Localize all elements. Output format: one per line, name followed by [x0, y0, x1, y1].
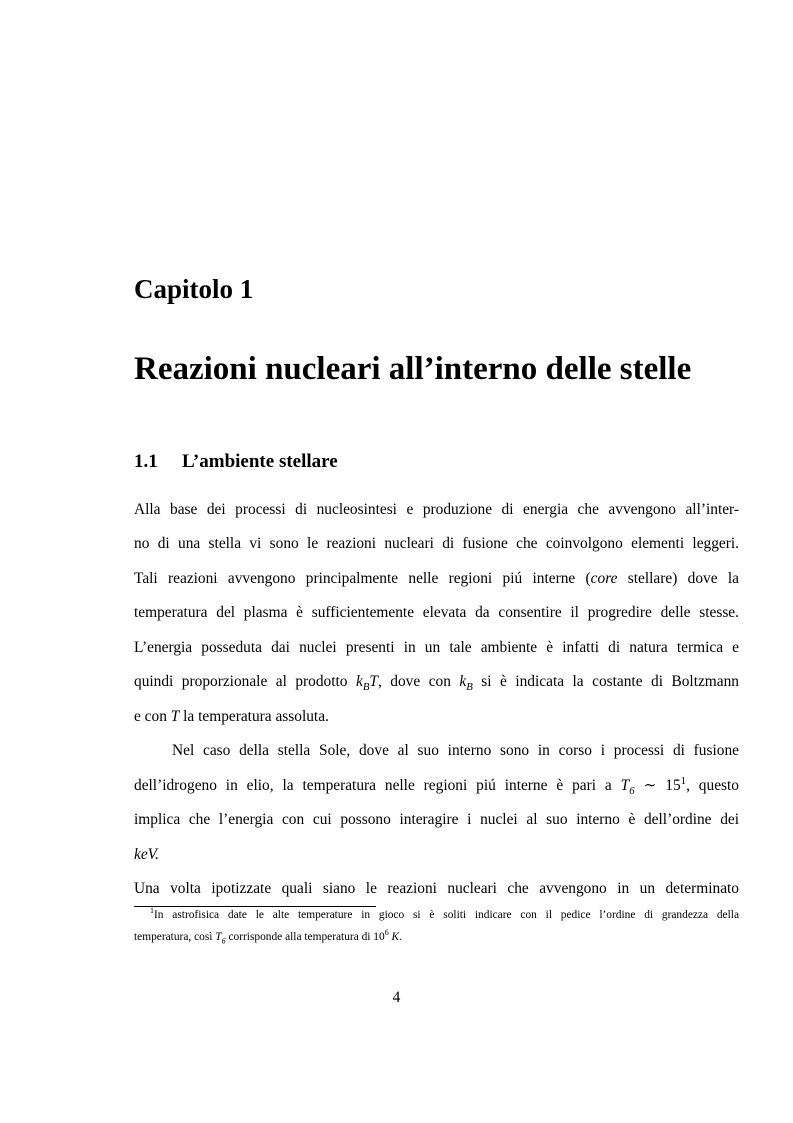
exponent: 6 — [384, 928, 389, 938]
paragraph1-line2: no di una stella vi sono le reazioni nucleari di fusione che coinvolgono elementi leggeri. — [134, 535, 739, 552]
section-title: L’ambiente stellare — [182, 451, 338, 472]
text-fragment: la temperatura assoluta. — [179, 708, 329, 725]
text-fragment: Tali reazioni avvengono principalmente nelle regioni piú interne ( — [134, 570, 591, 587]
footnote-marker: 1 — [150, 906, 154, 916]
section-number: 1.1 — [134, 451, 158, 472]
paragraph1-line1: Alla base dei processi di nucleosintesi e produzione di energia che avvengono all’inter- — [134, 501, 739, 518]
paragraph2-line3: implica che l’energia con cui possono interagire i nuclei al suo interno è dell’ordine dei — [134, 811, 739, 828]
text-fragment: quindi proporzionale al prodotto — [134, 673, 356, 690]
math-t: T — [170, 708, 180, 725]
math-t6: $T_6$ — [620, 777, 635, 798]
text-fragment: e con — [134, 708, 171, 725]
math-kelvin: K — [391, 931, 400, 943]
text-fragment: stellare) dove la — [617, 570, 739, 587]
paragraph2-line4: keV. — [134, 846, 159, 863]
text-fragment: dell’idrogeno in elio, la temperatura nelle regioni piú interne è pari a — [134, 777, 621, 794]
paragraph1-line5: L’energia posseduta dai nuclei presenti in un tale ambiente è infatti di natura termica e — [134, 639, 739, 656]
footnote-line1 — [150, 907, 739, 923]
text-fragment: ∼ 15 — [634, 777, 681, 794]
math-kb: $k_BT$ — [355, 673, 378, 694]
chapter-title: Reazioni nucleari all’interno delle stelle — [134, 351, 692, 387]
text-fragment: In astrofisica date le alte temperature in gioco si è soliti indicare con il pedice l’ordine di grandezza della — [153, 909, 739, 921]
paragraph2-line2 — [134, 776, 739, 796]
math-t6: $T_6$ — [215, 931, 226, 946]
paragraph2-line1: Nel caso della stella Sole, dove al suo interno sono in corso i processi di fusione — [172, 742, 739, 759]
paragraph3-line1: Una volta ipotizzate quali siano le reazioni nucleari che avvengono in un determinato — [134, 880, 739, 897]
chapter-label: Capitolo 1 — [134, 274, 254, 304]
text-fragment: , questo — [686, 777, 739, 794]
text-fragment: , dove con — [377, 673, 460, 690]
math-kb: $k_B$ — [459, 673, 473, 694]
footnote-ref[interactable]: 1 — [680, 774, 687, 787]
text-fragment: . — [399, 931, 403, 943]
text-fragment: si è indicata la costante di Boltzmann — [472, 673, 740, 690]
paragraph1-line4: temperatura del plasma è sufficientemente elevata da consentire il progredire delle stesse. — [134, 604, 739, 621]
paragraph1-line3 — [134, 569, 739, 589]
text-fragment: corrisponde alla temperatura di 10 — [225, 931, 385, 943]
text-fragment: temperatura, così — [134, 931, 216, 943]
footnote-line2 — [134, 929, 739, 945]
paragraph1-line6 — [134, 672, 739, 692]
core-emphasis: core — [590, 570, 618, 587]
section-heading — [134, 450, 338, 474]
page-number: 4 — [392, 989, 401, 1006]
paragraph1-line7 — [134, 707, 739, 727]
